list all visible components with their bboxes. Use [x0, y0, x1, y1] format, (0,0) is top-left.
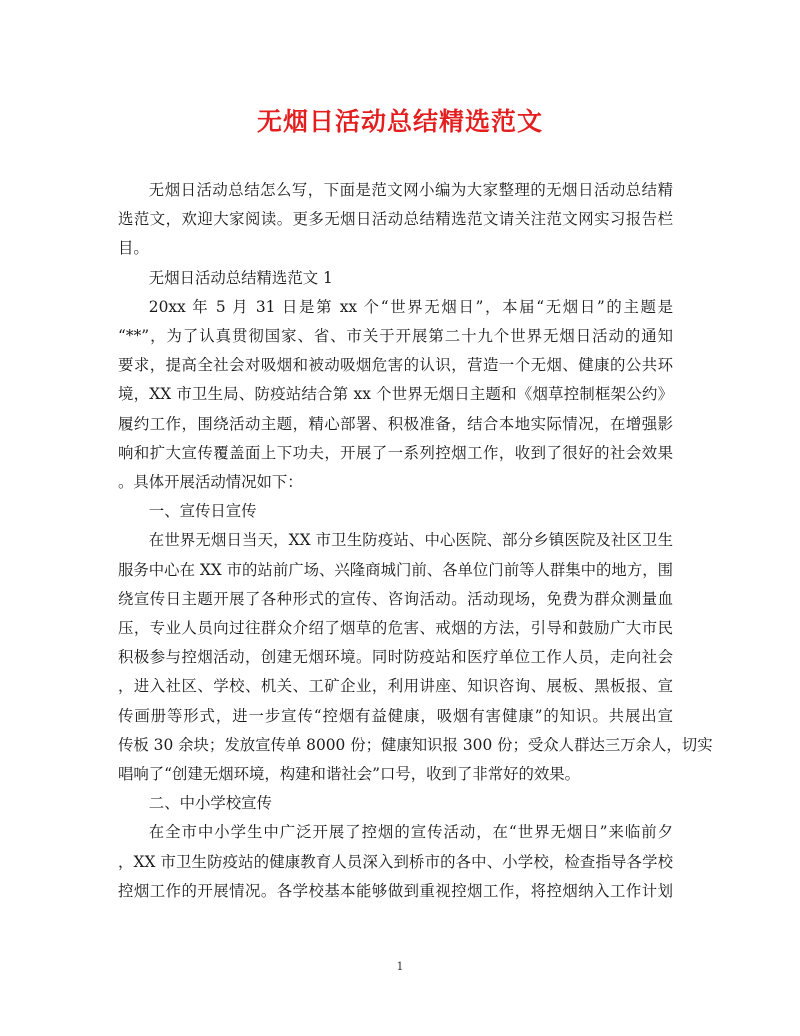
- text-line: 服务中心在 XX 市的站前广场、兴隆商城门前、各单位门前等人群集中的地方，围: [118, 560, 673, 579]
- document-body: [118, 176, 713, 906]
- page-number: 1: [396, 960, 404, 973]
- text-line: 积极参与控烟活动，创建无烟环境。同时防疫站和医疗单位工作人员，走向社会: [118, 648, 673, 667]
- text-line: 响和扩大宣传覆盖面上下功夫，开展了一系列控烟工作，收到了很好的社会效果: [118, 443, 673, 462]
- paragraph: [118, 818, 673, 906]
- text-line: 履约工作，围绕活动主题，精心部署、积极准备，结合本地实际情况，在增强影: [118, 414, 673, 433]
- paragraph: [118, 526, 713, 789]
- text-line: 绕宣传日主题开展了各种形式的宣传、咨询活动。活动现场，免费为群众测量血: [118, 589, 673, 608]
- section-subtitle: 无烟日活动总结精选范文 1: [148, 268, 333, 287]
- text-line: 20xx 年 5 月 31 日是第 xx 个“世界无烟日”，本届“无烟日”的主题是: [148, 297, 673, 316]
- text-line: 目。: [118, 239, 149, 258]
- text-line: 。具体开展活动情况如下：: [118, 473, 303, 492]
- text-line: ，进入社区、学校、机关、工矿企业，利用讲座、知识咨询、展板、黑板报、宣: [118, 677, 673, 696]
- text-line: 在世界无烟日当天，XX 市卫生防疫站、中心医院、部分乡镇医院及社区卫生: [148, 531, 673, 550]
- text-line: 无烟日活动总结怎么写，下面是范文网小编为大家整理的无烟日活动总结精: [148, 181, 673, 199]
- text-line: 压，专业人员向过往群众介绍了烟草的危害、戒烟的方法，引导和鼓励广大市民: [118, 619, 673, 638]
- section-heading: 一、宣传日宣传: [148, 502, 257, 521]
- text-line: 控烟工作的开展情况。各学校基本能够做到重视控烟工作，将控烟纳入工作计划: [118, 881, 673, 900]
- text-line: “**”，为了认真贯彻国家、省、市关于开展第二十九个世界无烟日活动的通知: [118, 327, 673, 346]
- text-line: 在全市中小学生中广泛开展了控烟的宣传活动，在“世界无烟日”来临前夕: [148, 823, 673, 842]
- paragraph: [118, 293, 673, 497]
- text-line: 境，XX 市卫生局、防疫站结合第 xx 个世界无烟日主题和《烟草控制框架公约》: [118, 385, 673, 404]
- text-line: 唱响了“创建无烟环境，构建和谐社会”口号，收到了非常好的效果。: [118, 765, 581, 784]
- document-title: 无烟日活动总结精选范文: [256, 107, 543, 136]
- intro-paragraph: [118, 176, 673, 264]
- section-heading: 二、中小学校宣传: [148, 794, 272, 813]
- text-line: 选范文，欢迎大家阅读。更多无烟日活动总结精选范文请关注范文网实习报告栏: [118, 210, 673, 229]
- text-line: 传画册等形式，进一步宣传“控烟有益健康，吸烟有害健康”的知识。共展出宣: [118, 706, 673, 725]
- text-line: ，XX 市卫生防疫站的健康教育人员深入到桥市的各中、小学校，检查指导各学校: [118, 852, 673, 871]
- text-line: 传板 30 余块；发放宣传单 8000 份；健康知识报 300 份；受众人群达三万余人，切实: [118, 735, 713, 754]
- text-line: 要求，提高全社会对吸烟和被动吸烟危害的认识，营造一个无烟、健康的公共环: [118, 356, 673, 375]
